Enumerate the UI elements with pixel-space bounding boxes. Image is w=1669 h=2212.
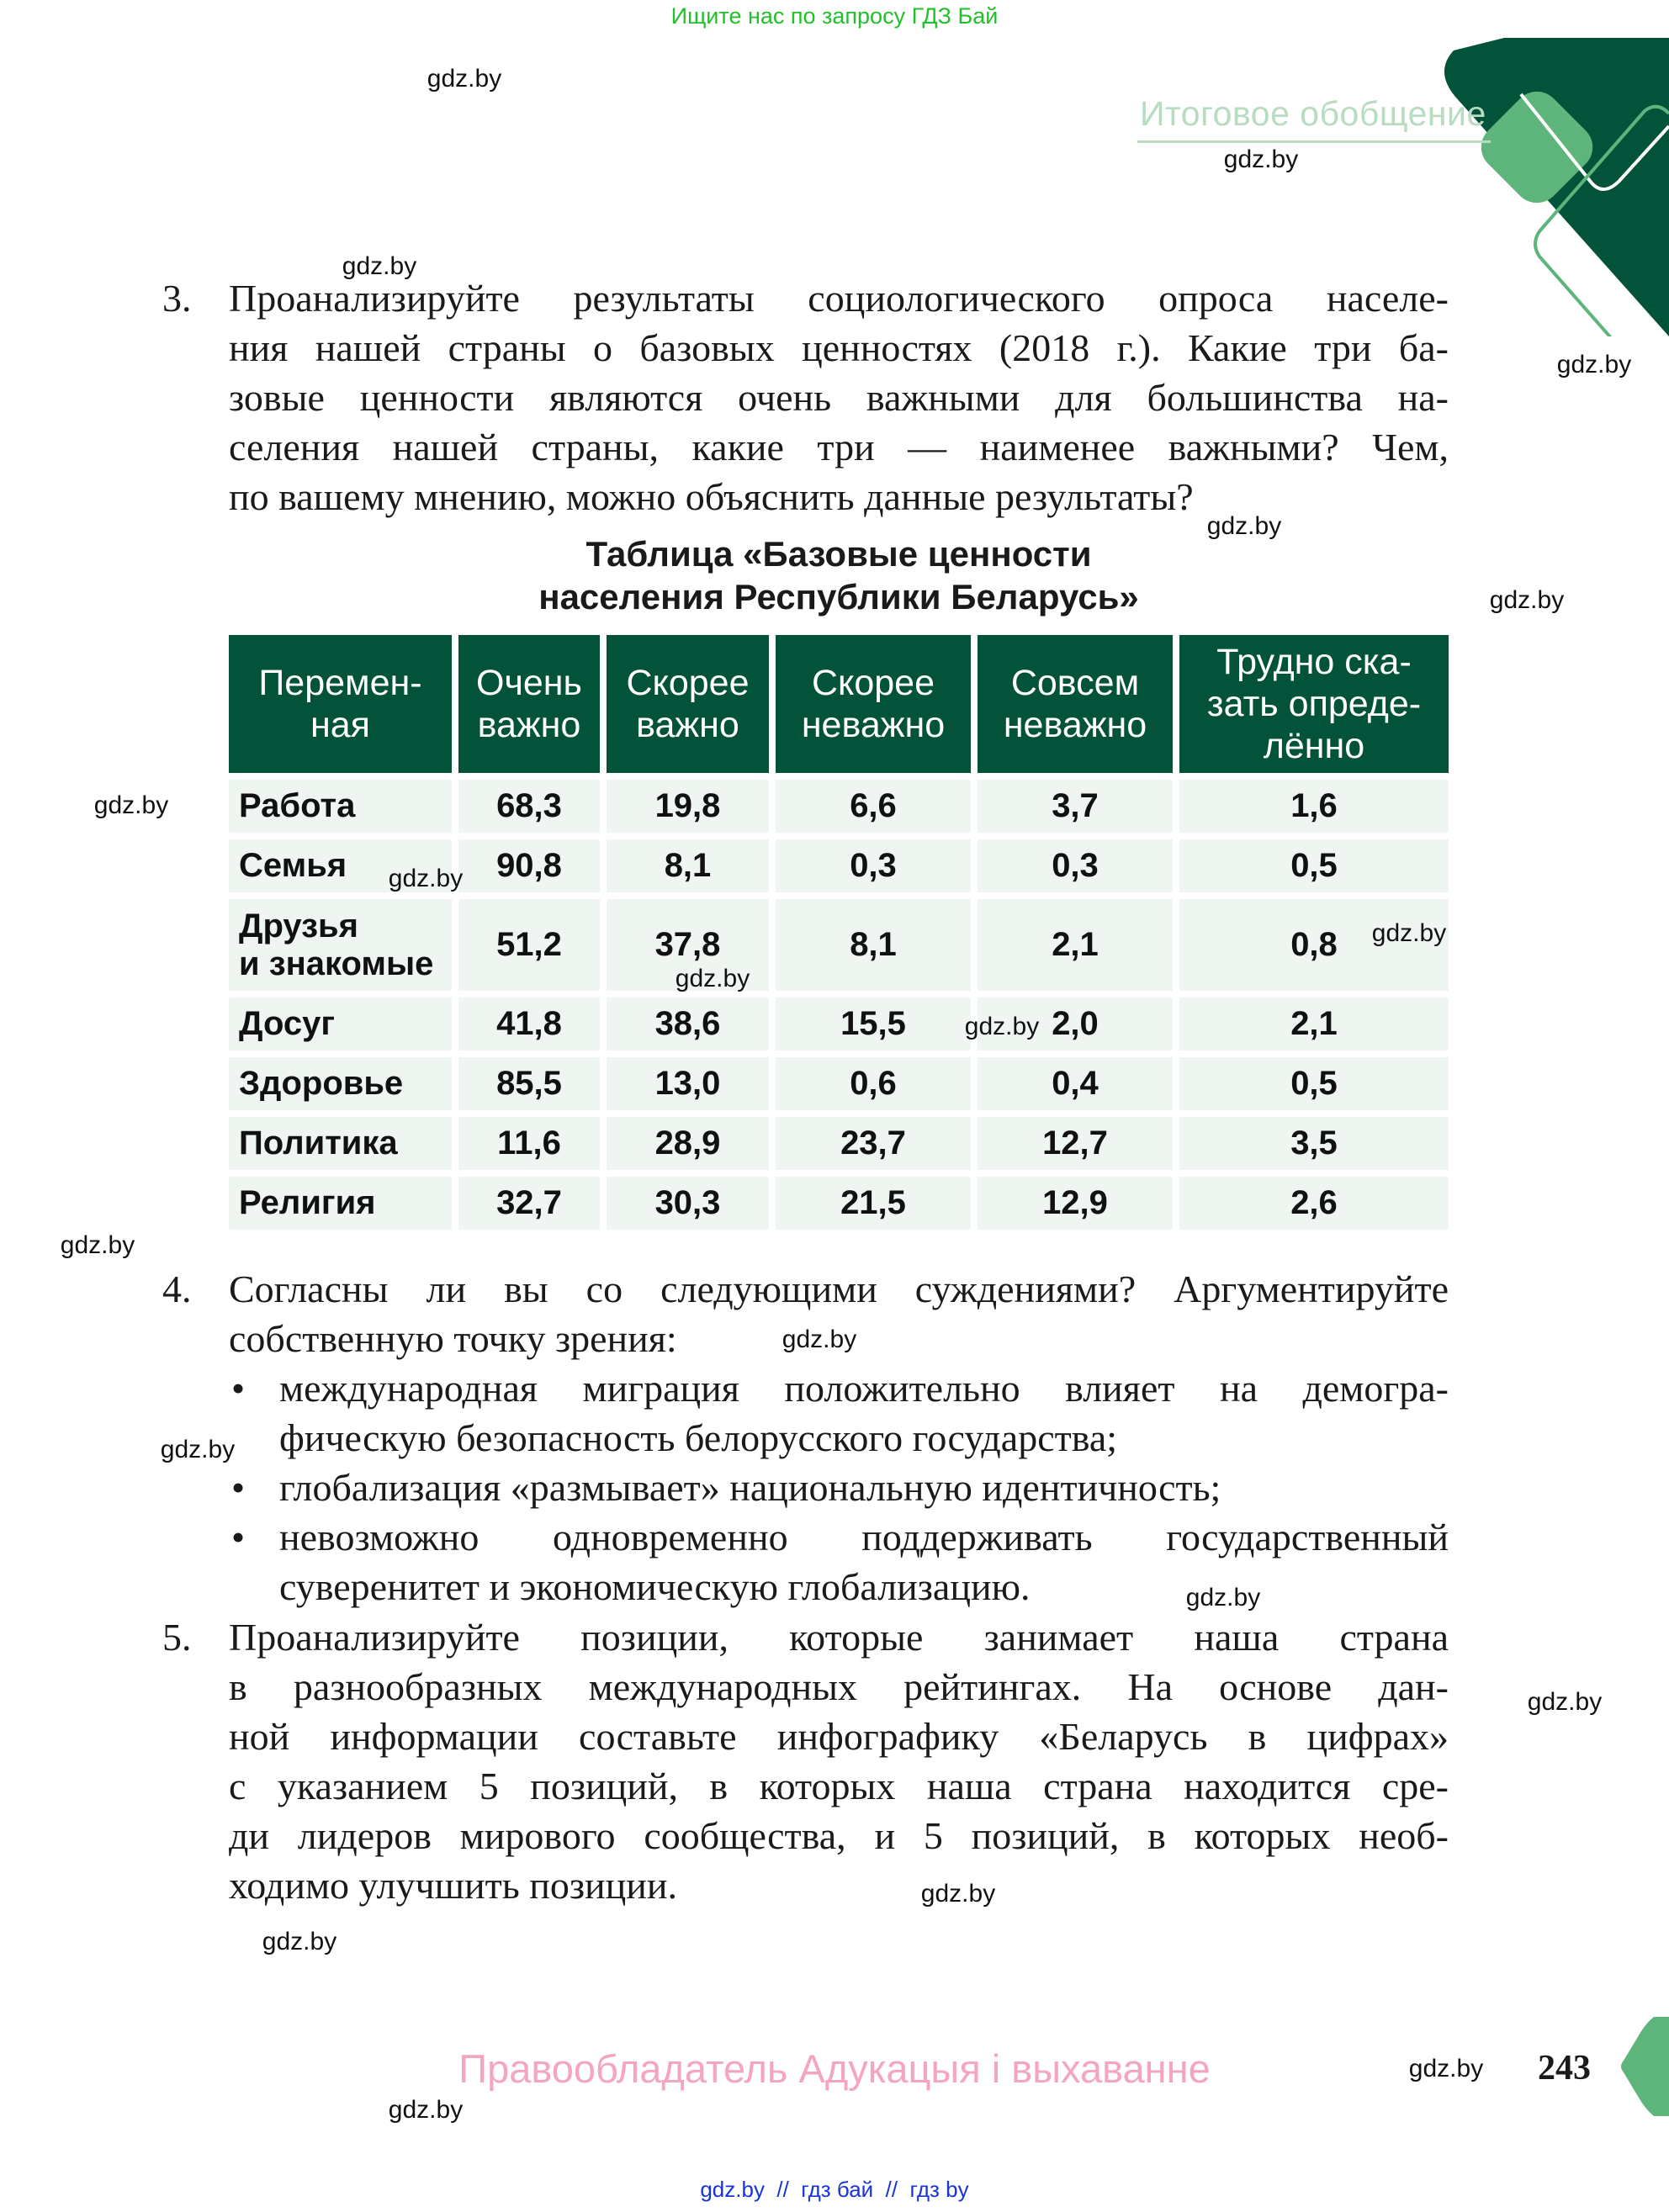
- section-title: Итоговое обобщение: [1140, 94, 1486, 133]
- task-text-line: ния нашей страны о базовых ценностях (2018 г.). Какие три ба-: [229, 326, 1449, 369]
- watermark: gdz.by: [1185, 1584, 1261, 1611]
- watermark: gdz.by: [964, 1013, 1040, 1040]
- watermark: gdz.by: [920, 1880, 996, 1908]
- table-cell: 12,7: [978, 1117, 1173, 1170]
- table-header-cell: Скорее неважно: [776, 635, 971, 773]
- task-text-line: ди лидеров мирового сообщества, и 5 позиций, в которых необ-: [229, 1814, 1449, 1857]
- table-cell: 15,5: [776, 998, 971, 1050]
- table-cell: 85,5: [458, 1057, 600, 1110]
- row-label: Друзья и знакомые: [229, 899, 452, 991]
- row-label: Работа: [229, 780, 452, 833]
- table-cell: 21,5: [776, 1177, 971, 1230]
- table-title-line: Таблица «Базовые ценности: [585, 534, 1092, 574]
- task-text-line: Проанализируйте позиции, которые занимает наша страна: [229, 1616, 1449, 1659]
- table-title-line: населения Республики Беларусь»: [538, 577, 1139, 617]
- table-cell: 0,4: [978, 1057, 1173, 1110]
- bullet-text-line: невозможно одновременно поддерживать государственный: [279, 1516, 1449, 1558]
- watermark: gdz.by: [93, 791, 169, 819]
- row-label: Политика: [229, 1117, 452, 1170]
- bullet-text-line: глобализация «размывает» национальную идентичность;: [279, 1466, 1221, 1509]
- task-text-line: собственную точку зрения:: [229, 1317, 677, 1360]
- bullet-icon: •: [231, 1367, 246, 1410]
- table-cell: 2,0: [978, 998, 1173, 1050]
- task-text-line: селения нашей страны, какие три — наименее важными? Чем,: [229, 426, 1449, 468]
- watermark: gdz.by: [60, 1231, 135, 1259]
- task-text-line: по вашему мнению, можно объяснить данные результаты?: [229, 475, 1194, 518]
- watermark: gdz.by: [342, 252, 417, 280]
- table-cell: 41,8: [458, 998, 600, 1050]
- values-table: [229, 635, 1449, 1230]
- watermark: gdz.by: [1527, 1688, 1603, 1716]
- table-cell: 8,1: [607, 839, 769, 892]
- watermark: gdz.by: [1556, 351, 1632, 378]
- table-cell: 32,7: [458, 1177, 600, 1230]
- table-cell: 28,9: [607, 1117, 769, 1170]
- row-label: Здоровье: [229, 1057, 452, 1110]
- corner-decoration: [1413, 34, 1669, 336]
- task-number: 4.: [162, 1267, 192, 1310]
- table-cell: 0,3: [776, 839, 971, 892]
- task-text-line: ной информации составьте инфографику «Беларусь в цифрах»: [229, 1715, 1449, 1758]
- table-cell: 2,6: [1179, 1177, 1449, 1230]
- task-text-line: Согласны ли вы со следующими суждениями? Аргументируйте: [229, 1267, 1449, 1310]
- watermark: gdz.by: [1206, 512, 1282, 540]
- task-text-line: ходимо улучшить позиции.: [229, 1864, 677, 1907]
- table-cell: 3,5: [1179, 1117, 1449, 1170]
- task-number: 3.: [162, 277, 192, 320]
- watermark: gdz.by: [1489, 586, 1565, 614]
- watermark: gdz.by: [1371, 919, 1447, 947]
- table-header-cell: Трудно ска- зать опреде- лённо: [1179, 635, 1449, 773]
- table-cell: 8,1: [776, 899, 971, 991]
- watermark: gdz.by: [427, 65, 502, 93]
- watermark: gdz.by: [388, 865, 464, 892]
- table-header-cell: Очень важно: [458, 635, 600, 773]
- table-cell: 1,6: [1179, 780, 1449, 833]
- table-cell: 19,8: [607, 780, 769, 833]
- bullet-text-line: суверенитет и экономическую глобализацию.: [279, 1565, 1031, 1608]
- watermark: gdz.by: [1223, 146, 1299, 173]
- watermark: gdz.by: [782, 1326, 857, 1353]
- watermark: gdz.by: [675, 965, 750, 992]
- watermark: gdz.by: [388, 2096, 464, 2124]
- table-cell: 2,1: [978, 899, 1173, 991]
- task-text-line: с указанием 5 позиций, в которых наша страна находится сре-: [229, 1765, 1449, 1807]
- table-cell: 3,7: [978, 780, 1173, 833]
- table-cell: 90,8: [458, 839, 600, 892]
- table-cell: 11,6: [458, 1117, 600, 1170]
- task-number: 5.: [162, 1616, 192, 1659]
- table-cell: 30,3: [607, 1177, 769, 1230]
- table-cell: 0,6: [776, 1057, 971, 1110]
- row-label: Религия: [229, 1177, 452, 1230]
- task-text-line: зовые ценности являются очень важными для большинства на-: [229, 376, 1449, 419]
- watermark: gdz.by: [160, 1436, 236, 1463]
- table-header-cell: Скорее важно: [607, 635, 769, 773]
- table-cell: 0,5: [1179, 1057, 1449, 1110]
- table-header-cell: Совсем неважно: [978, 635, 1173, 773]
- table-cell: 0,5: [1179, 839, 1449, 892]
- table-cell: 51,2: [458, 899, 600, 991]
- table-cell: 6,6: [776, 780, 971, 833]
- row-label: Досуг: [229, 998, 452, 1050]
- bullet-text-line: международная миграция положительно влияет на демогра-: [279, 1367, 1449, 1410]
- task-text-line: Проанализируйте результаты социологического опроса населе-: [229, 277, 1449, 320]
- table-cell: 12,9: [978, 1177, 1173, 1230]
- table-cell: 0,8: [1179, 899, 1449, 991]
- row-label: Семья: [229, 839, 452, 892]
- top-search-banner[interactable]: Ищите нас по запросу ГДЗ Бай: [670, 3, 999, 29]
- watermark: gdz.by: [1408, 2055, 1484, 2082]
- section-divider: [1137, 140, 1491, 143]
- bullet-text-line: фическую безопасность белорусского государства;: [279, 1416, 1118, 1459]
- table-cell: 13,0: [607, 1057, 769, 1110]
- page-number: 243: [1538, 2049, 1591, 2088]
- table-title: [229, 532, 1449, 618]
- watermark: gdz.by: [262, 1928, 337, 1955]
- table-cell: 23,7: [776, 1117, 971, 1170]
- table-cell: 0,3: [978, 839, 1173, 892]
- bullet-icon: •: [231, 1516, 246, 1558]
- task-text-line: в разнообразных международных рейтингах. На основе дан-: [229, 1665, 1449, 1708]
- table-cell: 38,6: [607, 998, 769, 1050]
- bullet-icon: •: [231, 1466, 246, 1509]
- table-cell: 37,8: [607, 899, 769, 991]
- table-cell: 68,3: [458, 780, 600, 833]
- copyright-notice: Правообладатель Адукацыя і выхаванне: [458, 2046, 1211, 2091]
- table-header-cell: Перемен- ная: [229, 635, 452, 773]
- table-cell: 2,1: [1179, 998, 1449, 1050]
- bottom-links[interactable]: gdz.by // гдз бай // гдз by: [700, 2177, 969, 2202]
